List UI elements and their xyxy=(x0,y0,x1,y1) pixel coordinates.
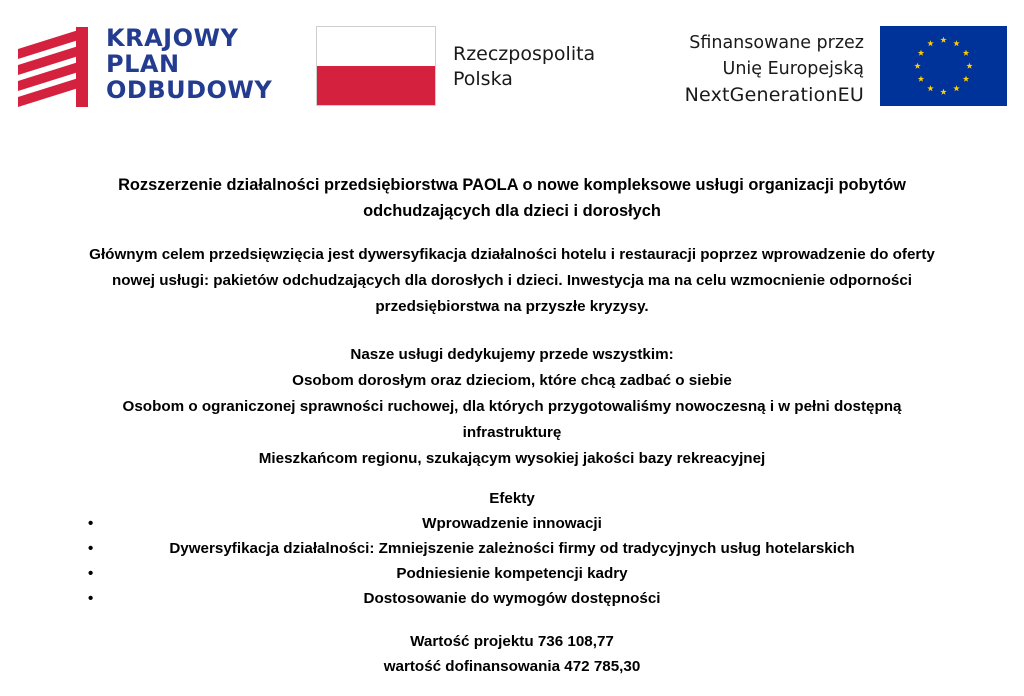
logo-bar xyxy=(0,0,1024,130)
goal-paragraph xyxy=(0,242,1024,320)
services-line-1: Nasze usługi dedykujemy przede wszystkim: xyxy=(350,346,674,363)
project-value: Wartość projektu 736 108,77 xyxy=(410,633,614,650)
kpo-line-2: PLAN xyxy=(106,50,180,78)
kpo-line-3: ODBUDOWY xyxy=(106,76,273,104)
services-line-4: infrastrukturę xyxy=(462,424,562,441)
title-line-2: odchudzających dla dzieci i dorosłych xyxy=(363,202,661,220)
goal-line-3: przedsiębiorstwa na przyszłe kryzysy. xyxy=(375,298,649,315)
effect-text: Wprowadzenie innowacji xyxy=(422,515,602,532)
effects-heading: Efekty xyxy=(489,490,535,507)
effect-text: Dywersyfikacja działalności: Zmniejszenie zależności firmy od tradycyjnych usług hotelarskich xyxy=(169,540,855,557)
eu-line-3: NextGenerationEU xyxy=(684,84,864,106)
project-values xyxy=(0,629,1024,679)
services-line-2: Osobom dorosłym oraz dzieciom, które chcą zadbać o siebie xyxy=(292,372,732,389)
poland-flag-icon xyxy=(316,26,436,106)
eu-line-2: Unię Europejską xyxy=(722,59,864,79)
eu-flag-icon xyxy=(880,26,1007,106)
rp-logo-text xyxy=(453,42,595,92)
list-item xyxy=(0,586,1024,611)
cofinancing-value: wartość dofinansowania 472 785,30 xyxy=(383,658,641,675)
effects-section xyxy=(0,486,1024,611)
title-line-1: Rozszerzenie działalności przedsiębiorstwa PAOLA o nowe kompleksowe usługi organizacji pobytów xyxy=(118,176,906,194)
kpo-line-1: KRAJOWY xyxy=(106,24,239,52)
kpo-logo-icon xyxy=(18,27,88,107)
services-line-3: Osobom o ograniczonej sprawności ruchowej, dla których przygotowaliśmy nowoczesną i w pełni dostępną xyxy=(122,398,902,415)
rp-line-2: Polska xyxy=(453,68,513,90)
list-item xyxy=(0,511,1024,536)
services-section xyxy=(0,342,1024,472)
document-body xyxy=(0,172,1024,679)
eu-funding-text xyxy=(685,30,864,108)
bullet-icon: • xyxy=(88,565,94,582)
services-line-5: Mieszkańcom regionu, szukającym wysokiej jakości bazy rekreacyjnej xyxy=(258,450,766,467)
effect-text: Dostosowanie do wymogów dostępności xyxy=(363,590,661,607)
effect-text: Podniesienie kompetencji kadry xyxy=(396,565,628,582)
eu-line-1: Sfinansowane przez xyxy=(689,33,864,53)
kpo-logo-text xyxy=(106,25,272,103)
goal-line-2: nowej usługi: pakietów odchudzających dla dorosłych i dzieci. Inwestycja ma na celu wzmocnienie odporności xyxy=(111,272,913,289)
rp-line-1: Rzeczpospolita xyxy=(453,43,596,65)
document-title xyxy=(0,172,1024,224)
list-item xyxy=(0,536,1024,561)
bullet-icon: • xyxy=(88,540,94,557)
list-item xyxy=(0,561,1024,586)
bullet-icon: • xyxy=(88,515,94,532)
goal-line-1: Głównym celem przedsięwzięcia jest dywersyfikacja działalności hotelu i restauracji poprzez wprowadzenie do oferty xyxy=(89,246,935,263)
effects-list xyxy=(0,511,1024,611)
bullet-icon: • xyxy=(88,590,94,607)
